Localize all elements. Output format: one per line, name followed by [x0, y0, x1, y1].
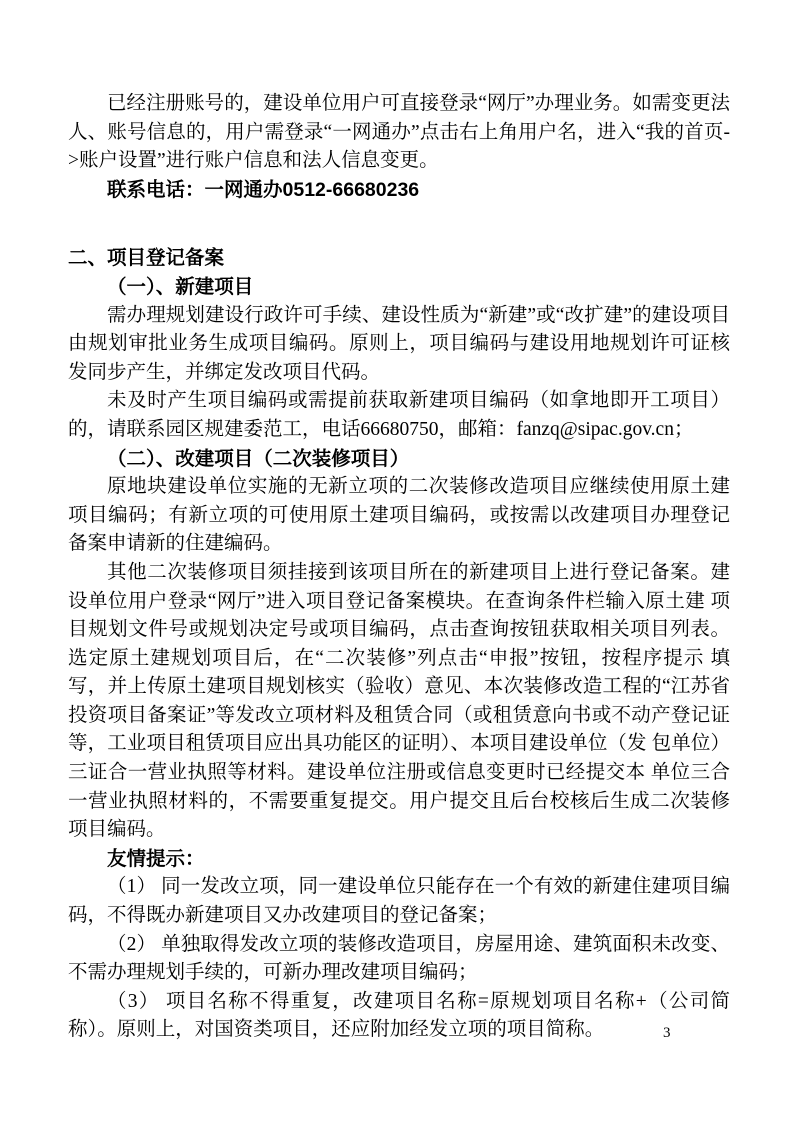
intro-paragraph: 已经注册账号的，建设单位用户可直接登录“网厅”办理业务。如需变更法人、账号信息的，用户需登录“一网通办”点击右上角用户名，进入“我的首页->账户设置”进行账户信息和法人信息变更。 — [68, 93, 730, 172]
new-project-paragraph-1: 需办理规划建设行政许可手续、建设性质为“新建”或“改扩建”的建设项目由规划审批业务生成项目编码。原则上，项目编码与建设用地规划许可证核发同步产生，并绑定发改项目代码。 — [68, 304, 730, 383]
contact-phone-line: 联系电话：一网通办0512-66680236 — [107, 178, 420, 201]
section-heading-registration: 二、项目登记备案 — [68, 247, 225, 270]
subsection-heading-renovation-project: （二）、改建项目（二次装修项目） — [107, 447, 410, 470]
document-body — [68, 90, 730, 1045]
renovation-paragraph-1: 原地块建设单位实施的无新立项的二次装修改造项目应继续使用原土建项目编码；有新立项的可使用原土建项目编码，或按需以改建项目办理登记备案申请新的住建编码。 — [68, 476, 730, 555]
tip-item-3: （3） 项目名称不得重复，改建项目名称=原规划项目名称+（公司简称）。原则上，对国资类项目，还应附加经发立项的项目简称。 — [68, 990, 730, 1041]
tip-item-2: （2） 单独取得发改立项的装修改造项目，房屋用途、建筑面积未改变、不需办理规划手续的，可新办理改建项目编码； — [68, 933, 730, 984]
tip-item-1: （1） 同一发改立项，同一建设单位只能存在一个有效的新建住建项目编码，不得既办新建项目又办改建项目的登记备案； — [68, 876, 730, 927]
new-project-paragraph-2: 未及时产生项目编码或需提前获取新建项目编码（如拿地即开工项目）的，请联系园区规建委范工，电话66680750，邮箱：fanzq@sipac.gov.cn； — [68, 390, 730, 440]
tips-heading: 友情提示： — [107, 847, 205, 870]
subsection-heading-new-project: （一）、新建项目 — [107, 275, 254, 298]
page-number: 3 — [663, 1025, 671, 1041]
renovation-paragraph-2: 其他二次装修项目须挂接到该项目所在的新建项目上进行登记备案。建 设单位用户登录“网厅”进入项目登记备案模块。在查询条件栏输入原土建 项目规划文件号或规划决定号或项目编码，点击查询按钮获取相关项目列表。选定原土建规划项目后，在“二次装修”列点击“申报”按钮，按程序提示 填写，并上传原土建项目规划核实（验收）意见、本次装修改造工程的“江苏省投资项目备案证”等发改立项材料及租赁合同（或租赁意向书或不动产登记证等，工业项目租赁项目应出具功能区的证明）、本项目建设单位（发 包单位）三证合一营业执照等材料。建设单位注册或信息变更时已经提交本 单位三合一营业执照材料的，不需要重复提交。用户提交且后台校核后生成二次装修项目编码。 — [68, 561, 730, 841]
